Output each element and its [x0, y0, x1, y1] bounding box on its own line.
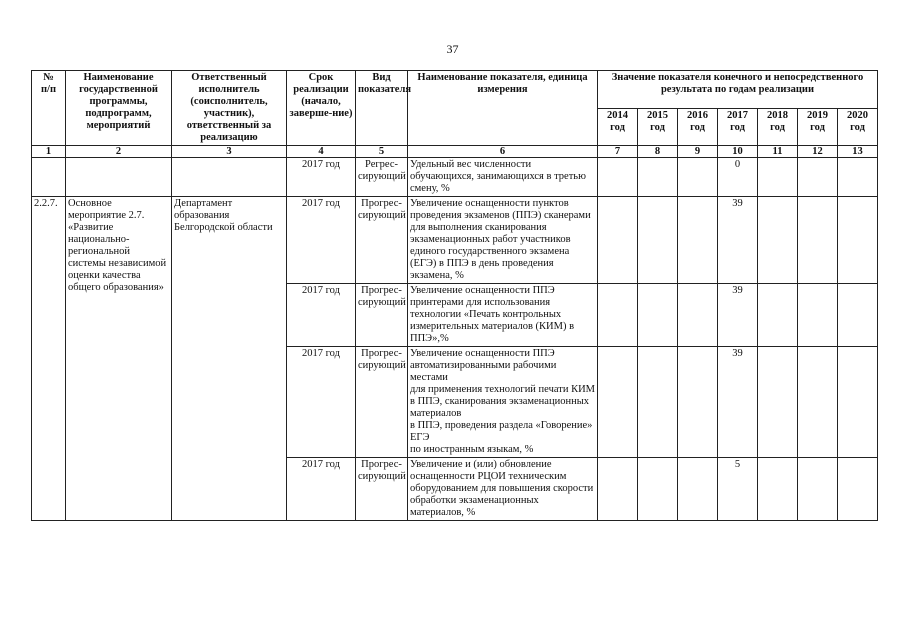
header-num: № п/п — [32, 71, 66, 146]
kind-cell: Прогрес- сирующий — [356, 197, 408, 284]
value-2014 — [598, 458, 638, 521]
term-cell: 2017 год — [287, 458, 356, 521]
indicator-cell: Увеличение оснащенности ППЭ автоматизированными рабочими местами для применения технологий печати КИМ в ППЭ, сканирования экзаменационных материалов в ППЭ, проведения раздела «Говорение» ЕГЭ по иностранным языкам, % — [408, 347, 598, 458]
value-2018 — [758, 284, 798, 347]
header-executor: Ответственный исполнитель (соисполнитель, участник), ответственный за реализацию — [172, 71, 287, 146]
header-year: 2016 год — [678, 108, 718, 146]
value-2020 — [838, 347, 878, 458]
column-number: 13 — [838, 146, 878, 158]
value-2015 — [638, 284, 678, 347]
value-2018 — [758, 158, 798, 197]
kind-cell: Прогрес- сирующий — [356, 347, 408, 458]
value-2018 — [758, 458, 798, 521]
header-values-group: Значение показателя конечного и непосредственного результата по годам реализации — [598, 71, 878, 109]
header-year: 2020 год — [838, 108, 878, 146]
column-number: 3 — [172, 146, 287, 158]
value-2018 — [758, 197, 798, 284]
value-2016 — [678, 158, 718, 197]
term-cell: 2017 год — [287, 284, 356, 347]
num-cell: 2.2.7. — [32, 197, 66, 521]
column-numbers-row — [32, 146, 878, 158]
header-year: 2018 год — [758, 108, 798, 146]
value-2015 — [638, 458, 678, 521]
header-year: 2014 год — [598, 108, 638, 146]
value-2016 — [678, 197, 718, 284]
value-2017: 5 — [718, 458, 758, 521]
value-2019 — [798, 347, 838, 458]
kind-cell: Прогрес- сирующий — [356, 284, 408, 347]
column-number: 1 — [32, 146, 66, 158]
header-program: Наименование государственной программы, подпрограмм, мероприятий — [66, 71, 172, 146]
table-row — [32, 197, 878, 284]
value-2015 — [638, 197, 678, 284]
value-2016 — [678, 347, 718, 458]
column-number: 7 — [598, 146, 638, 158]
indicators-table — [31, 70, 878, 521]
program-cell: Основное мероприятие 2.7. «Развитие национально-региональной системы независимой оценки качества общего образования» — [66, 197, 172, 521]
header-year: 2019 год — [798, 108, 838, 146]
term-cell: 2017 год — [287, 347, 356, 458]
value-2014 — [598, 197, 638, 284]
value-2020 — [838, 284, 878, 347]
indicator-cell: Удельный вес численности обучающихся, занимающихся в третью смену, % — [408, 158, 598, 197]
indicator-cell: Увеличение оснащенности пунктов проведения экзаменов (ППЭ) сканерами для выполнения сканирования экзаменационных работ участников единого государственного экзамена (ЕГЭ) в ППЭ в день проведения экзамена, % — [408, 197, 598, 284]
header-year: 2017 год — [718, 108, 758, 146]
column-number: 12 — [798, 146, 838, 158]
value-2016 — [678, 284, 718, 347]
value-2014 — [598, 284, 638, 347]
header-year: 2015 год — [638, 108, 678, 146]
executor-cell — [172, 158, 287, 197]
column-number: 8 — [638, 146, 678, 158]
column-number: 5 — [356, 146, 408, 158]
value-2017: 39 — [718, 347, 758, 458]
value-2016 — [678, 458, 718, 521]
value-2018 — [758, 347, 798, 458]
column-number: 9 — [678, 146, 718, 158]
table-row — [32, 158, 878, 197]
value-2017: 39 — [718, 197, 758, 284]
header-indicator: Наименование показателя, единица измерения — [408, 71, 598, 146]
program-cell — [66, 158, 172, 197]
header-kind: Вид показателя — [356, 71, 408, 146]
term-cell: 2017 год — [287, 197, 356, 284]
value-2015 — [638, 347, 678, 458]
value-2014 — [598, 347, 638, 458]
value-2017: 0 — [718, 158, 758, 197]
indicator-cell: Увеличение и (или) обновление оснащенности РЦОИ техническим оборудованием для повышения скорости обработки экзаменационных материалов, % — [408, 458, 598, 521]
column-number: 10 — [718, 146, 758, 158]
value-2020 — [838, 197, 878, 284]
value-2015 — [638, 158, 678, 197]
indicator-cell: Увеличение оснащенности ППЭ принтерами для использования технологии «Печать контрольных измерительных материалов (КИМ) в ППЭ»,% — [408, 284, 598, 347]
kind-cell: Регрес- сирующий — [356, 158, 408, 197]
num-cell — [32, 158, 66, 197]
value-2019 — [798, 284, 838, 347]
column-number: 11 — [758, 146, 798, 158]
header-term: Срок реализации (начало, заверше-ние) — [287, 71, 356, 146]
page-number: 37 — [446, 42, 459, 56]
executor-cell: Департамент образования Белгородской области — [172, 197, 287, 521]
value-2020 — [838, 458, 878, 521]
value-2014 — [598, 158, 638, 197]
column-number: 2 — [66, 146, 172, 158]
term-cell: 2017 год — [287, 158, 356, 197]
value-2019 — [798, 197, 838, 284]
value-2019 — [798, 458, 838, 521]
value-2020 — [838, 158, 878, 197]
column-number: 6 — [408, 146, 598, 158]
column-number: 4 — [287, 146, 356, 158]
kind-cell: Прогрес- сирующий — [356, 458, 408, 521]
value-2017: 39 — [718, 284, 758, 347]
value-2019 — [798, 158, 838, 197]
